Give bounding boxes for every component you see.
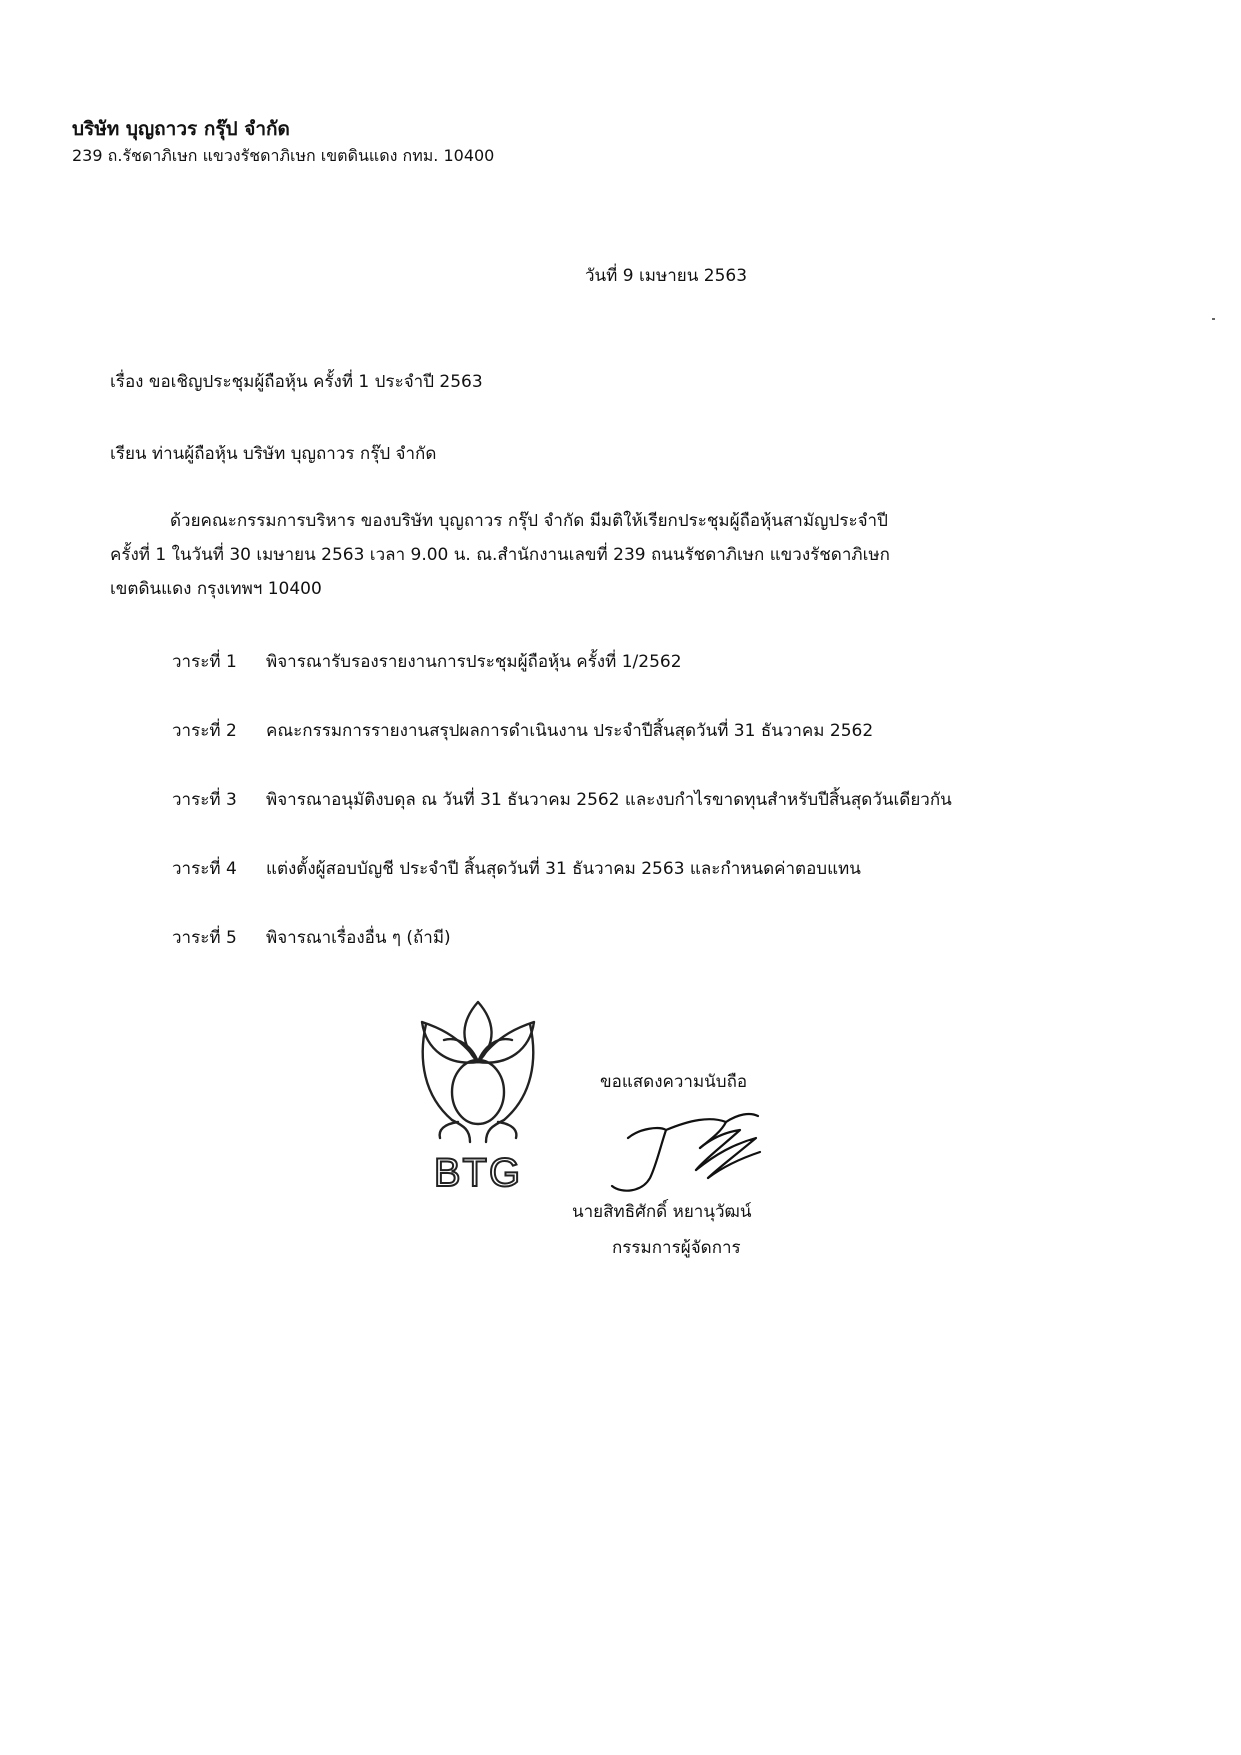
letter-date: วันที่ 9 เมษายน 2563: [585, 266, 748, 286]
agenda-text: พิจารณาเรื่องอื่น ๆ (ถ้ามี): [266, 928, 451, 948]
agenda-label: วาระที่ 1: [172, 652, 237, 672]
agenda-list: [172, 648, 1132, 993]
closing-phrase: ขอแสดงความนับถือ: [600, 1072, 748, 1092]
letter-recipient: เรียน ท่านผู้ถือหุ้น บริษัท บุญถาวร กรุ๊ป จำกัด: [110, 444, 437, 464]
agenda-text: พิจารณารับรองรายงานการประชุมผู้ถือหุ้น ครั้งที่ 1/2562: [266, 652, 682, 672]
agenda-item: [172, 648, 1132, 717]
agenda-item: [172, 717, 1132, 786]
letter-subject: เรื่อง ขอเชิญประชุมผู้ถือหุ้น ครั้งที่ 1 ประจำปี 2563: [110, 372, 483, 392]
agenda-label: วาระที่ 2: [172, 721, 237, 741]
signer-name: นายสิทธิศักดิ์ หยานุวัฒน์: [572, 1202, 752, 1222]
company-name: บริษัท บุญถาวร กรุ๊ป จำกัด: [72, 118, 290, 140]
agenda-text: คณะกรรมการรายงานสรุปผลการดำเนินงาน ประจำปีสิ้นสุดวันที่ 31 ธันวาคม 2562: [266, 721, 874, 741]
body-line-2: ครั้งที่ 1 ในวันที่ 30 เมษายน 2563 เวลา 9.00 น. ณ.สำนักงานเลขที่ 239 ถนนรัชดาภิเษก แขวงรัชดาภิเษก: [110, 545, 890, 565]
body-line-1: ด้วยคณะกรรมการบริหาร ของบริษัท บุญถาวร กรุ๊ป จำกัด มีมติให้เรียกประชุมผู้ถือหุ้นสามัญประจำปี: [170, 511, 888, 531]
logo-text: BTG: [433, 1151, 523, 1195]
agenda-text: แต่งตั้งผู้สอบบัญชี ประจำปี สิ้นสุดวันที่ 31 ธันวาคม 2563 และกำหนดค่าตอบแทน: [266, 859, 861, 879]
agenda-label: วาระที่ 3: [172, 790, 237, 810]
agenda-item: [172, 855, 1132, 924]
company-address: 239 ถ.รัชดาภิเษก แขวงรัชดาภิเษก เขตดินแดง กทม. 10400: [72, 146, 495, 165]
agenda-label: วาระที่ 4: [172, 859, 237, 879]
body-line-3: เขตดินแดง กรุงเทพฯ 10400: [110, 579, 322, 599]
agenda-text: พิจารณาอนุมัติงบดุล ณ วันที่ 31 ธันวาคม 2562 และงบกำไรขาดทุนสำหรับปีสิ้นสุดวันเดียวกัน: [266, 790, 952, 810]
agenda-label: วาระที่ 5: [172, 928, 237, 948]
agenda-item: [172, 786, 1132, 855]
body-paragraph: [110, 504, 1070, 606]
signature-icon: [600, 1108, 800, 1200]
agenda-item: [172, 924, 1132, 993]
scan-mark: [1212, 318, 1215, 320]
signer-title: กรรมการผู้จัดการ: [612, 1238, 741, 1258]
lotus-logo-icon: [418, 1000, 538, 1200]
